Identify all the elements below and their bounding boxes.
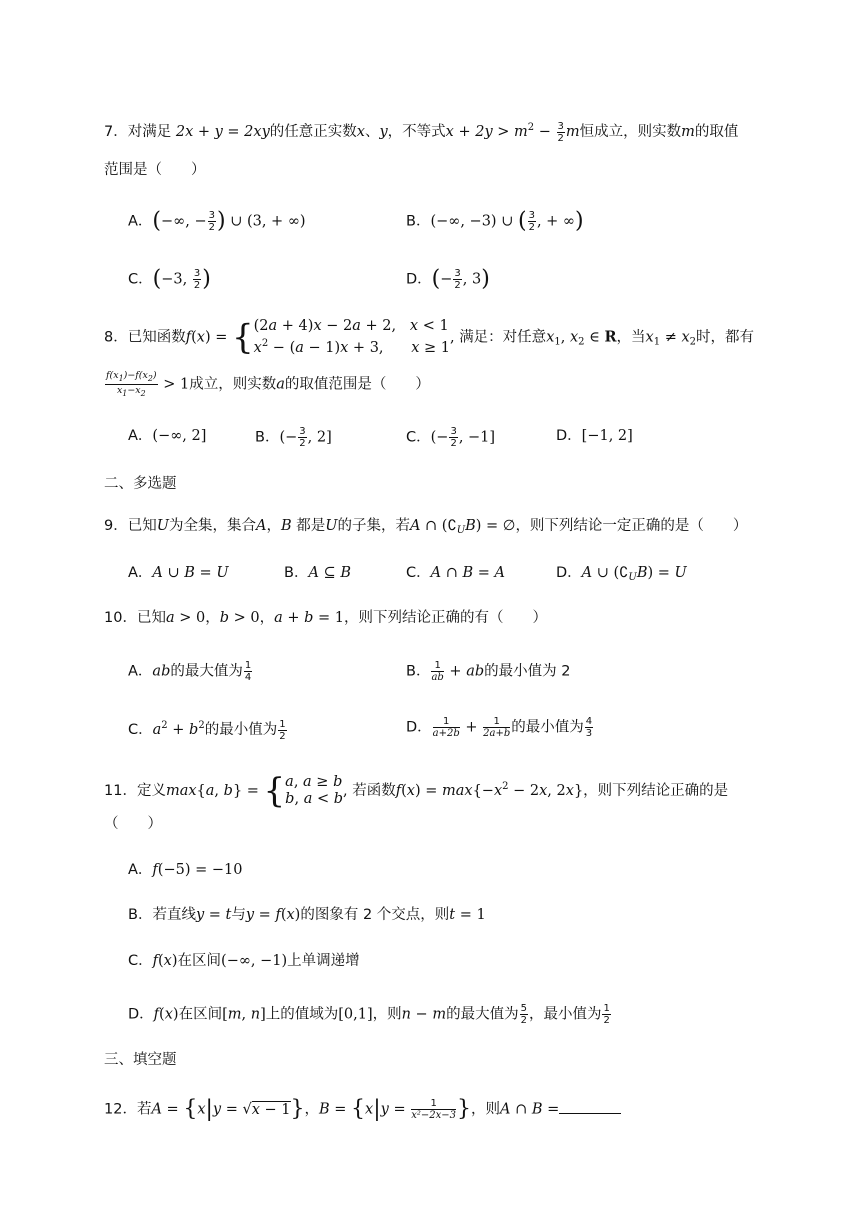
q8-option-a[interactable]: A．(−∞, 2] (128, 428, 207, 444)
q11-option-d[interactable]: D．f(x)在区间[m, n]上的值域为[0,1]，则n − m的最大值为 $\frac{5}{2}$ ，最小值为 $\frac{1}{2}$ (128, 1003, 610, 1026)
option-text: 的图象有 2 个交点，则 (300, 907, 450, 923)
section-heading-multiple-choice: 二、多选题 (104, 476, 177, 492)
option-text: 的最小值为 2 (484, 663, 571, 680)
q8-text: 成立，则实数 (189, 376, 277, 393)
q10-option-a[interactable]: A．ab的最大值为 $\frac{1}{4}$ (128, 660, 252, 683)
q9-text: 都是 (296, 518, 326, 534)
q9-text: 已知 (127, 518, 157, 534)
option-text: 在区间 (178, 1006, 223, 1023)
q7-option-c[interactable]: C．(−3, $\frac{3}{2}$ ) (128, 266, 211, 292)
option-text: 上单调递增 (287, 953, 360, 969)
option-text: 的最小值为 (511, 719, 584, 736)
q12-text: ， (304, 1101, 320, 1118)
q10-option-b[interactable]: B． $\frac{1}{ab}$ + ab的最小值为 2 (406, 660, 571, 683)
q7-text: 的取值 (694, 124, 739, 140)
q11-text: ，则下列结论正确的是 (583, 783, 729, 799)
option-label: B． (284, 565, 309, 581)
q8-option-b[interactable]: B．(− $\frac{3}{2}$ , 2] (255, 426, 332, 449)
option-label: A． (128, 862, 153, 878)
option-text: 在区间 (177, 953, 222, 969)
q12-text: ，则 (471, 1101, 501, 1118)
q8-text: ，当 (616, 329, 646, 346)
option-label: B． (255, 429, 280, 446)
option-label: D． (556, 428, 582, 444)
option-label: A． (128, 565, 153, 581)
option-text: 的最大值为 (446, 1006, 519, 1023)
q10-stem: 10．已知a > 0，b > 0，a + b = 1，则下列结论正确的有（ ） (104, 610, 548, 626)
q11-text: 若函数 (352, 783, 396, 799)
q11-stem-line1: 11．定义max{a, b} = { a, a ≥ b b, a < b , 若函数$f(x) = \max\{-x^2 - 2x$, 2x}，则下列结论正确的是 (104, 771, 729, 811)
option-text: 与 (231, 907, 246, 923)
q8-text: 已知函数 (127, 329, 186, 346)
q9-option-c[interactable]: C．A ∩ B = A (406, 565, 505, 581)
question-number: 7． (104, 124, 128, 140)
q9-text: 的子集，若 (337, 518, 410, 534)
q12-stem: 12．若A = {x|y = √x − 1}，B = {x|y = $\frac{1}{\text{x²−2x−3}}$ }，则A ∩ B = (104, 1098, 621, 1121)
option-text: ，则 (372, 1006, 402, 1023)
q7-stem-line2: 范围是（ ） (104, 162, 206, 178)
section-heading-fill-in: 三、填空题 (104, 1052, 177, 1068)
option-label: C． (128, 722, 153, 738)
q7-text: 对满足 (127, 124, 172, 140)
q9-text: 为全集，集合 (168, 518, 256, 534)
question-number: 11． (104, 783, 137, 799)
option-label: C． (406, 429, 431, 446)
q10-option-d[interactable]: D． $\frac{1}{a+2b}$ + $\frac{1}{2a+b}$ 的最小值为 $\frac{4}{3}$ (406, 716, 593, 739)
question-number: 9． (104, 518, 128, 534)
q8-stem-line2: $\frac{f(x_1)-f(x_2)}{x_1-x_2}$ > 1成立，则实数a的取值范围是（ ） (106, 370, 430, 398)
q9-option-a[interactable]: A．A ∪ B = U (128, 565, 229, 581)
option-label: D． (556, 565, 582, 581)
q7-stem-line1: 7．对满足 2x + y = 2xy的任意正实数x、y，不等式$x + 2y > m^2$ − $\frac{3}{2}$ m恒成立，则实数m的取值 (104, 120, 739, 144)
option-label: A． (128, 663, 153, 680)
q12-text: 若 (136, 1101, 152, 1118)
q10-text: 已知 (136, 610, 166, 626)
question-number: 12． (104, 1101, 137, 1118)
q8-text: 时，都有 (696, 329, 755, 346)
q7-text: 恒成立，则实数 (579, 124, 682, 140)
option-text: 的最大值为 (170, 663, 243, 680)
q9-option-d[interactable]: D．A ∪ $(∁_UB) = U$ (556, 565, 687, 583)
q11-stem-line2: （ ） (104, 816, 162, 832)
option-label: B． (406, 213, 431, 230)
q10-text: 则下列结论正确的有（ ） (358, 610, 548, 626)
question-number: 8． (104, 329, 128, 346)
q8-stem-line1: 8．已知函数f(x) = { (2a + 4)x − 2a + 2, x < 1 $x^2 - (a - 1)x + 3$, x ≥ 1 , 满足：对任意$x_1$, $x_2$ ∈ R，当$x_1 \ne x_2$时，都有 (104, 317, 755, 358)
option-label: D． (406, 271, 432, 288)
q11-text: 定义 (136, 783, 166, 799)
q7-option-b[interactable]: B．(−∞, −3) ∪ ( $\frac{3}{2}$ , + ∞) (406, 208, 584, 234)
q9-option-b[interactable]: B．A ⊆ B (284, 565, 351, 581)
option-label: C． (128, 953, 153, 969)
option-text: 上的值域为 (265, 1006, 339, 1023)
q7-option-d[interactable]: D．(− $\frac{3}{2}$ , 3) (406, 266, 490, 292)
q8-text: 的取值范围是（ ） (284, 376, 430, 393)
option-label: A． (128, 428, 153, 444)
option-text: ，最小值为 (528, 1006, 602, 1023)
question-number: 10． (104, 610, 137, 626)
q9-stem: 9．已知U为全集，集合A，B 都是U的子集，若A ∩ $(∁_UB)$ = ∅，则下列结论一定正确的是（ ） (104, 518, 748, 536)
option-label: B． (406, 663, 431, 680)
q8-option-c[interactable]: C．(− $\frac{3}{2}$ , −1] (406, 426, 496, 449)
option-label: C． (128, 271, 153, 288)
q8-option-d[interactable]: D．[−1, 2] (556, 428, 633, 444)
q9-text: ，则下列结论一定正确的是（ ） (515, 518, 748, 534)
option-label: B． (128, 907, 153, 923)
q11-option-c[interactable]: C．f(x)在区间(−∞, −1)上单调递增 (128, 953, 360, 969)
option-label: A． (128, 213, 153, 230)
q7-option-a[interactable]: A．(−∞, − $\frac{3}{2}$ ) ∪ (3, + ∞) (128, 208, 306, 234)
q10-option-c[interactable]: C．$a^2 + b^2$的最小值为 $\frac{1}{2}$ (128, 718, 286, 742)
option-text: 的最小值为 (204, 722, 278, 738)
option-label: D． (128, 1006, 154, 1023)
q7-text: ，不等式 (387, 124, 446, 140)
option-label: D． (406, 719, 432, 736)
option-text: 若直线 (152, 907, 196, 923)
q11-option-a[interactable]: A．f(−5) = −10 (128, 862, 243, 878)
q8-text: 满足：对任意 (459, 329, 547, 346)
option-label: C． (406, 565, 431, 581)
answer-blank[interactable] (559, 1099, 621, 1114)
q7-text: 的任意正实数 (269, 124, 357, 140)
q11-option-b[interactable]: B．若直线y = t与y = f(x)的图象有 2 个交点，则t = 1 (128, 907, 486, 923)
